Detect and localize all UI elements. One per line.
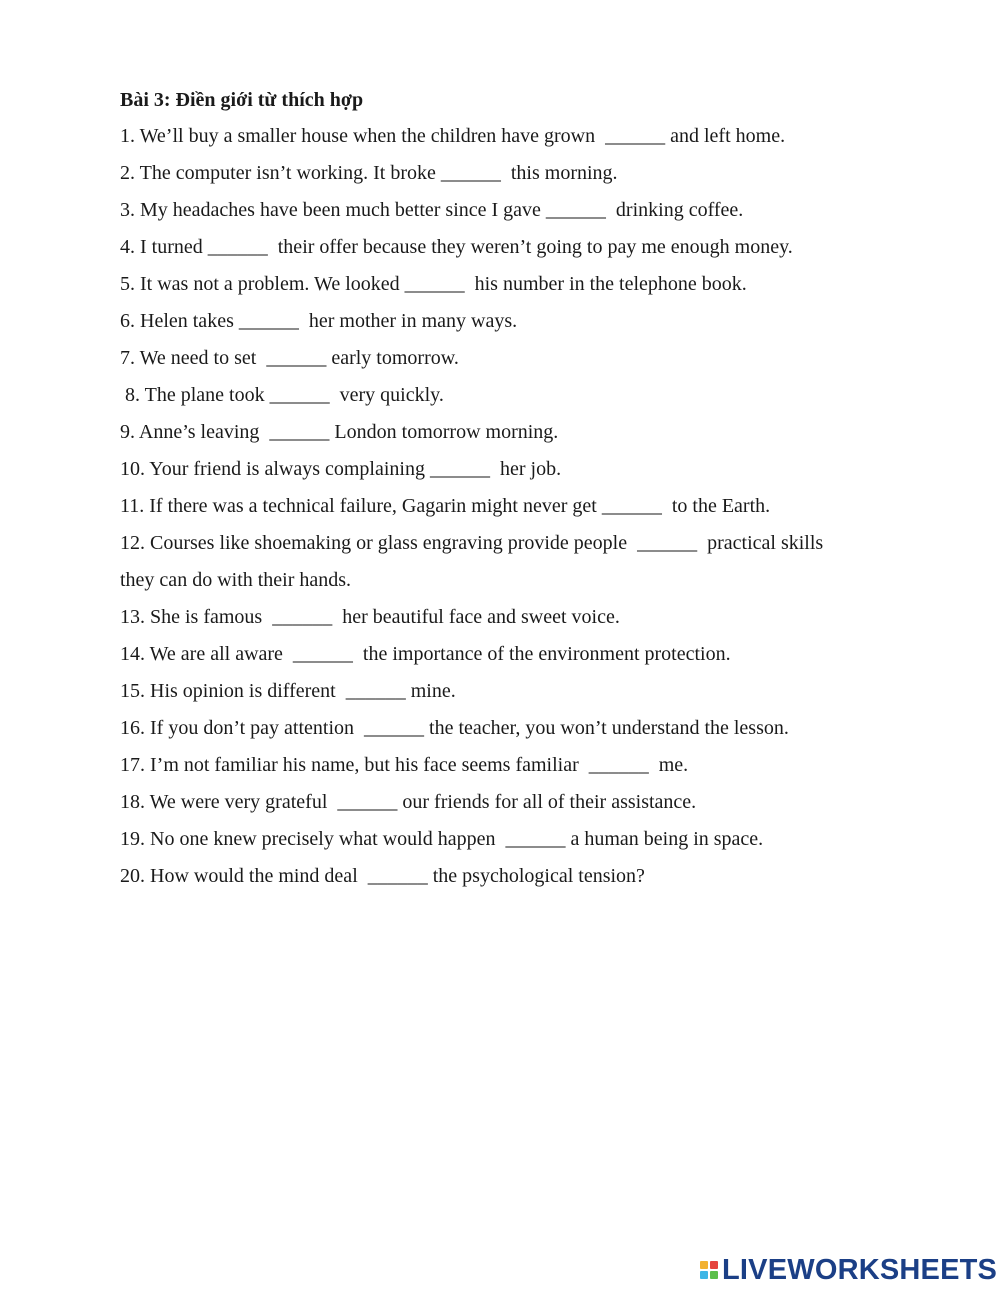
liveworksheets-logo[interactable]	[700, 1255, 997, 1285]
question-line: 14. We are all aware ______ the importance of the environment protection.	[120, 643, 731, 665]
question-line: 10. Your friend is always complaining ______ her job.	[120, 458, 562, 480]
question-line: 16. If you don’t pay attention ______ the teacher, you won’t understand the lesson.	[120, 717, 789, 739]
question-line: 18. We were very grateful ______ our friends for all of their assistance.	[120, 791, 697, 813]
question-line: 4. I turned ______ their offer because they weren’t going to pay me enough money.	[120, 236, 793, 258]
question-line: 8. The plane took ______ very quickly.	[120, 384, 444, 406]
logo-block	[700, 1261, 708, 1269]
logo-block	[710, 1261, 718, 1269]
question-line: 20. How would the mind deal ______ the psychological tension?	[120, 865, 645, 887]
question-line: 15. His opinion is different ______ mine.	[120, 680, 456, 702]
question-line: 2. The computer isn’t working. It broke ______ this morning.	[120, 162, 618, 184]
question-line: 1. We’ll buy a smaller house when the children have grown ______ and left home.	[120, 125, 786, 147]
logo-block	[710, 1271, 718, 1279]
question-line: 17. I’m not familiar his name, but his face seems familiar ______ me.	[120, 754, 689, 776]
question-line: 7. We need to set ______ early tomorrow.	[120, 347, 459, 369]
worksheet-title: Bài 3: Điền giới từ thích hợp	[120, 89, 364, 111]
question-line: 5. It was not a problem. We looked ______ his number in the telephone book.	[120, 273, 747, 295]
question-line: 12. Courses like shoemaking or glass engraving provide people ______ practical skills	[120, 532, 824, 554]
logo-blocks-icon	[700, 1261, 718, 1279]
question-line: 3. My headaches have been much better since I gave ______ drinking coffee.	[120, 199, 744, 221]
logo-block	[700, 1271, 708, 1279]
question-line: 6. Helen takes ______ her mother in many ways.	[120, 310, 518, 332]
question-line: 9. Anne’s leaving ______ London tomorrow morning.	[120, 421, 559, 443]
question-line-continuation: they can do with their hands.	[120, 569, 352, 591]
question-line: 13. She is famous ______ her beautiful face and sweet voice.	[120, 606, 620, 628]
question-line: 11. If there was a technical failure, Gagarin might never get ______ to the Earth.	[120, 495, 771, 517]
question-line: 19. No one knew precisely what would happen ______ a human being in space.	[120, 828, 764, 850]
logo-text: LIVEWORKSHEETS	[722, 1254, 998, 1286]
